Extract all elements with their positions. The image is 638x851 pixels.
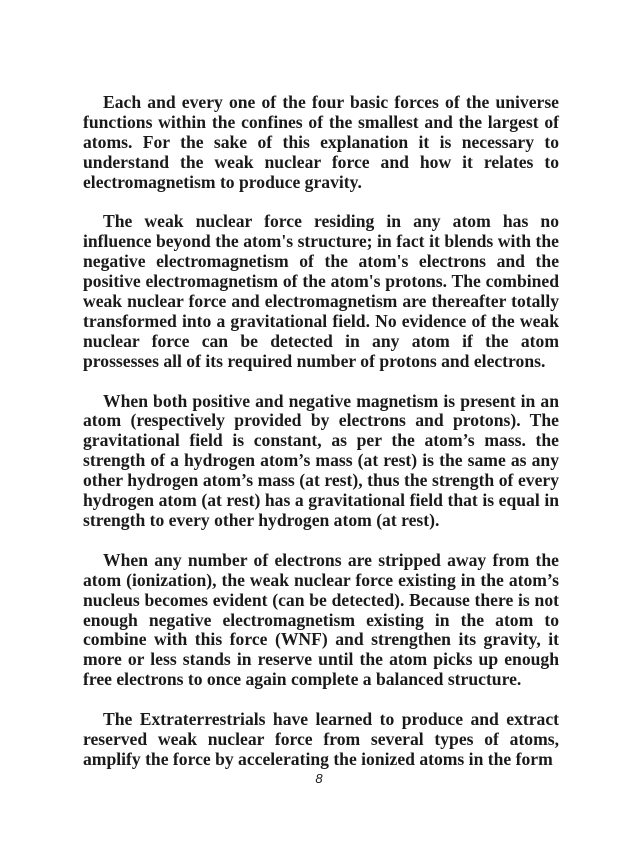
- paragraph-four-forces: Each and every one of the four basic forces of the universe functions within the confines of the smallest and the largest of atoms. For the sake of this explanation it is necessary to understand the weak nuclear force and how it relates to electromagnetism to produce gravity.: [83, 92, 559, 192]
- paragraph-magnetism-present: When both positive and negative magnetism is present in an atom (respectively provided by electrons and protons). The gravitational field is constant, as per the atom’s mass. the strength of a hydrogen atom’s mass (at rest) is the same as any other hydrogen atom’s mass (at rest), thus the strength of every hydrogen atom (at rest) has a gravitational field that is equal in strength to every other hydrogen atom (at rest).: [83, 390, 559, 530]
- page-number: 8: [315, 771, 323, 786]
- paragraph-ionization: When any number of electrons are stripped away from the atom (ionization), the weak nuclear force existing in the atom’s nucleus becomes evident (can be detected). Because there is not enough negative electromagnetism existing in the atom to combine with this force (WNF) and strengthen its gravity, it more or less stands in reserve until the atom picks up enough free electrons to once again complete a balanced structure.: [83, 549, 559, 690]
- body-text: [83, 93, 559, 770]
- paragraph-weak-nuclear-force: The weak nuclear force residing in any atom has no influence beyond the atom's structure; in fact it blends with the negative electromagnetism of the atom's electrons and the positive electromagnetism of the atom's protons. The combined weak nuclear force and electromagnetism are thereafter totally transformed into a gravitational field. No evidence of the weak nuclear force can be detected in any atom if the atom prossesses all of its required number of protons and electrons.: [83, 211, 559, 371]
- paragraph-extraterrestrials: The Extraterrestrials have learned to produce and extract reserved weak nuclear force from several types of atoms, amplify the force by accelerating the ionized atoms in the form: [83, 709, 559, 769]
